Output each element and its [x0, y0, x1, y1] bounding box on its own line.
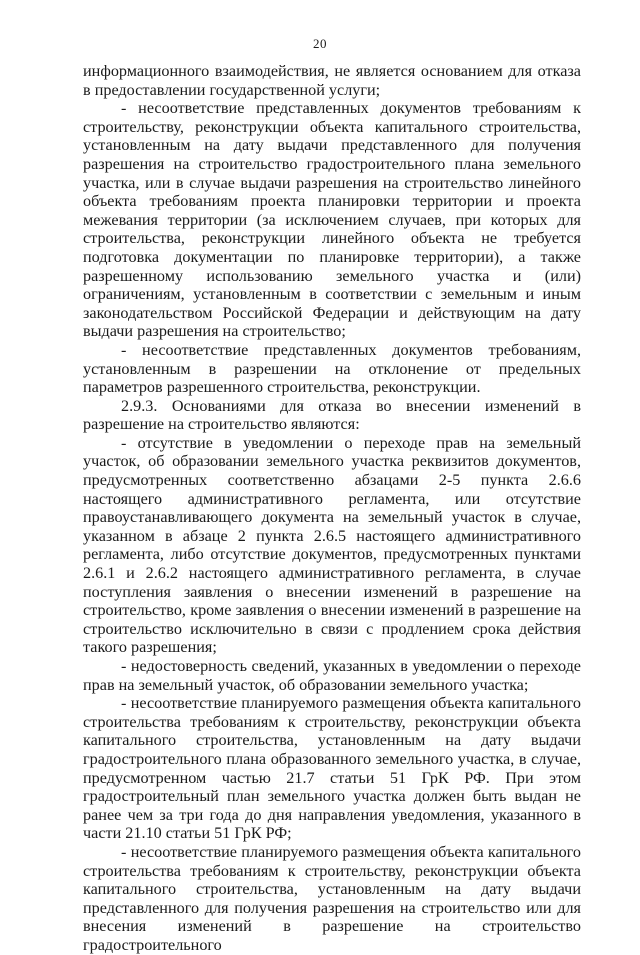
paragraph-1: информационного взаимодействия, не является основанием для отказа в предоставлении государственной услуги; — [83, 62, 581, 99]
paragraph-4: 2.9.3. Основаниями для отказа во внесении изменений в разрешение на строительство являются: — [83, 396, 581, 434]
document-body — [83, 62, 581, 955]
paragraph-7: - несоответствие планируемого размещения объекта капитального строительства требованиям к строительству, реконструкции объекта капитального строительства, установленным на дату выдачи градостроительного плана образованного земельного участка, в случае, предусмотренном частью 21.7 статьи 51 ГрК РФ. При этом градостроительный план земельного участка должен быть выдан не ранее чем за три года до дня направления уведомления, указанного в части 21.10 статьи 51 ГрК РФ; — [83, 694, 581, 843]
paragraph-8: - несоответствие планируемого размещения объекта капитального строительства требованиям к строительству, реконструкции объекта капитального строительства, установленным на дату выдачи представленного для получения разрешения на строительство или для внесения изменений в разрешение на строительство градостроительного — [83, 842, 581, 954]
page-number: 20 — [313, 36, 327, 51]
paragraph-3: - несоответствие представленных документов требованиям, установленным в разрешении на отклонение от предельных параметров разрешенного строительства, реконструкции. — [83, 340, 581, 397]
paragraph-2: - несоответствие представленных документов требованиям к строительству, реконструкции объекта капитального строительства, установленным на дату выдачи представленного для получения разрешения на строительство градостроительного плана земельного участка, или в случае выдачи разрешения на строительство линейного объекта требованиям проекта планировки территории и проекта межевания территории (за исключением случаев, при которых для строительства, реконструкции линейного объекта не требуется подготовка документации по планировке территории), а также разрешенному использованию земельного участка и (или) ограничениям, установленным в соответствии с земельным и иным законодательством Российской Федерации и действующим на дату выдачи разрешения на строительство; — [83, 99, 581, 341]
paragraph-5: - отсутствие в уведомлении о переходе прав на земельный участок, об образовании земельного участка реквизитов документов, предусмотренных соответственно абзацами 2-5 пункта 2.6.6 настоящего административного регламента, или отсутствие правоустанавливающего документа на земельный участок в случае, указанном в абзаце 2 пункта 2.6.5 настоящего административного регламента, либо отсутствие документов, предусмотренных пунктами 2.6.1 и 2.6.2 настоящего административного регламента, в случае поступления заявления о внесении изменений в разрешение на строительство, кроме заявления о внесении изменений в разрешение на строительство исключительно в связи с продлением срока действия такого разрешения; — [83, 433, 581, 657]
paragraph-6: - недостоверность сведений, указанных в уведомлении о переходе прав на земельный участок, об образовании земельного участка; — [83, 657, 581, 694]
